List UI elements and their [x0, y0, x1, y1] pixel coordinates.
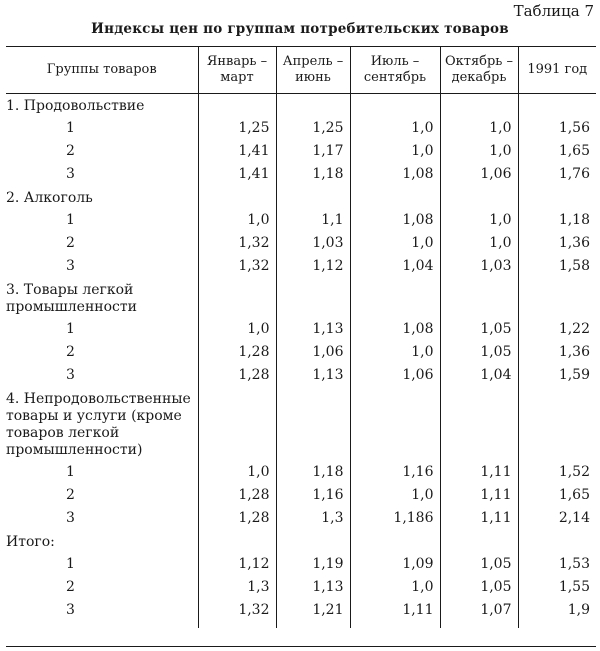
group-row [6, 94, 596, 118]
empty-cell [440, 186, 518, 209]
empty-cell [350, 387, 440, 461]
table-row [6, 209, 596, 232]
header-row [6, 47, 596, 94]
value-cell: 1,17 [276, 140, 350, 163]
value-cell: 2,14 [518, 507, 596, 530]
value-cell: 1,05 [440, 318, 518, 341]
value-cell: 1,41 [198, 140, 276, 163]
value-cell: 1,1 [276, 209, 350, 232]
value-cell: 1,16 [276, 484, 350, 507]
value-cell: 1,25 [276, 117, 350, 140]
value-cell: 1,0 [198, 209, 276, 232]
value-cell: 1,65 [518, 140, 596, 163]
value-cell: 1,59 [518, 364, 596, 387]
empty-cell [440, 94, 518, 118]
group-row [6, 278, 596, 318]
table-row [6, 553, 596, 576]
row-number: 1 [66, 556, 75, 572]
col-header-q4: Октябрь – декабрь [440, 47, 518, 94]
value-cell: 1,65 [518, 484, 596, 507]
value-cell: 1,32 [198, 255, 276, 278]
row-number: 3 [66, 510, 75, 526]
value-cell: 1,19 [276, 553, 350, 576]
row-number: 1 [66, 120, 75, 136]
value-cell: 1,9 [518, 599, 596, 628]
value-cell: 1,186 [350, 507, 440, 530]
table-row [6, 461, 596, 484]
value-cell: 1,32 [198, 599, 276, 628]
table-body [6, 94, 596, 629]
empty-cell [350, 94, 440, 118]
table-row [6, 318, 596, 341]
col-header-groups: Группы товаров [6, 47, 198, 94]
value-cell: 1,28 [198, 341, 276, 364]
value-cell: 1,13 [276, 318, 350, 341]
table-row [6, 576, 596, 599]
value-cell: 1,12 [276, 255, 350, 278]
value-cell: 1,0 [350, 140, 440, 163]
value-cell: 1,0 [440, 209, 518, 232]
table-row [6, 163, 596, 186]
group-name: 2. Алкоголь [6, 190, 93, 206]
value-cell: 1,28 [198, 364, 276, 387]
value-cell: 1,0 [350, 484, 440, 507]
value-cell: 1,18 [518, 209, 596, 232]
group-row [6, 530, 596, 553]
empty-cell [518, 186, 596, 209]
empty-cell [350, 186, 440, 209]
empty-cell [440, 278, 518, 318]
table-title: Индексы цен по группам потребительских товаров [91, 21, 509, 37]
empty-cell [518, 530, 596, 553]
value-cell: 1,76 [518, 163, 596, 186]
value-cell: 1,13 [276, 364, 350, 387]
value-cell: 1,3 [198, 576, 276, 599]
value-cell: 1,0 [350, 576, 440, 599]
empty-cell [276, 94, 350, 118]
value-cell: 1,28 [198, 507, 276, 530]
value-cell: 1,08 [350, 318, 440, 341]
value-cell: 1,03 [440, 255, 518, 278]
value-cell: 1,22 [518, 318, 596, 341]
value-cell: 1,07 [440, 599, 518, 628]
value-cell: 1,56 [518, 117, 596, 140]
value-cell: 1,0 [440, 232, 518, 255]
value-cell: 1,41 [198, 163, 276, 186]
table-row [6, 232, 596, 255]
value-cell: 1,58 [518, 255, 596, 278]
value-cell: 1,52 [518, 461, 596, 484]
table-row [6, 507, 596, 530]
empty-cell [276, 387, 350, 461]
group-name: Итого: [6, 534, 55, 550]
row-number: 3 [66, 258, 75, 274]
empty-cell [198, 387, 276, 461]
col-header-q2: Апрель – июнь [276, 47, 350, 94]
col-header-year: 1991 год [518, 47, 596, 94]
empty-cell [276, 530, 350, 553]
group-row [6, 186, 596, 209]
row-number: 3 [66, 367, 75, 383]
table-row [6, 117, 596, 140]
value-cell: 1,0 [198, 461, 276, 484]
empty-cell [198, 94, 276, 118]
value-cell: 1,36 [518, 232, 596, 255]
empty-cell [198, 278, 276, 318]
value-cell: 1,18 [276, 461, 350, 484]
row-number: 1 [66, 212, 75, 228]
value-cell: 1,05 [440, 553, 518, 576]
table-row [6, 140, 596, 163]
value-cell: 1,0 [198, 318, 276, 341]
empty-cell [198, 186, 276, 209]
group-row [6, 387, 596, 461]
empty-cell [198, 530, 276, 553]
value-cell: 1,06 [276, 341, 350, 364]
row-number: 1 [66, 321, 75, 337]
empty-cell [350, 278, 440, 318]
value-cell: 1,0 [350, 341, 440, 364]
bottom-rule [6, 646, 596, 647]
empty-cell [518, 94, 596, 118]
table-row [6, 364, 596, 387]
row-number: 2 [66, 235, 75, 251]
value-cell: 1,08 [350, 163, 440, 186]
row-number: 2 [66, 344, 75, 360]
empty-cell [276, 186, 350, 209]
value-cell: 1,06 [440, 163, 518, 186]
value-cell: 1,28 [198, 484, 276, 507]
value-cell: 1,04 [440, 364, 518, 387]
value-cell: 1,05 [440, 576, 518, 599]
value-cell: 1,0 [440, 140, 518, 163]
group-name: 3. Товары легкой промышленности [6, 282, 137, 315]
empty-cell [440, 530, 518, 553]
row-number: 2 [66, 487, 75, 503]
row-number: 3 [66, 166, 75, 182]
value-cell: 1,11 [440, 507, 518, 530]
col-header-q3: Июль – сентябрь [350, 47, 440, 94]
value-cell: 1,21 [276, 599, 350, 628]
value-cell: 1,3 [276, 507, 350, 530]
empty-cell [440, 387, 518, 461]
table-row [6, 255, 596, 278]
price-index-table [6, 46, 596, 628]
empty-cell [518, 387, 596, 461]
row-number: 3 [66, 602, 75, 618]
col-header-q1: Январь – март [198, 47, 276, 94]
empty-cell [350, 530, 440, 553]
value-cell: 1,12 [198, 553, 276, 576]
value-cell: 1,25 [198, 117, 276, 140]
group-name: 4. Непродовольственные товары и услуги (кроме товаров легкой промышленности) [6, 391, 191, 458]
value-cell: 1,0 [350, 232, 440, 255]
empty-cell [276, 278, 350, 318]
value-cell: 1,13 [276, 576, 350, 599]
value-cell: 1,06 [350, 364, 440, 387]
value-cell: 1,55 [518, 576, 596, 599]
value-cell: 1,11 [440, 484, 518, 507]
table-row [6, 599, 596, 628]
value-cell: 1,36 [518, 341, 596, 364]
value-cell: 1,0 [350, 117, 440, 140]
value-cell: 1,05 [440, 341, 518, 364]
value-cell: 1,18 [276, 163, 350, 186]
value-cell: 1,32 [198, 232, 276, 255]
value-cell: 1,16 [350, 461, 440, 484]
value-cell: 1,11 [350, 599, 440, 628]
value-cell: 1,11 [440, 461, 518, 484]
table-row [6, 341, 596, 364]
value-cell: 1,03 [276, 232, 350, 255]
table-label: Таблица 7 [513, 2, 594, 20]
value-cell: 1,0 [440, 117, 518, 140]
row-number: 2 [66, 579, 75, 595]
value-cell: 1,09 [350, 553, 440, 576]
row-number: 1 [66, 464, 75, 480]
value-cell: 1,04 [350, 255, 440, 278]
row-number: 2 [66, 143, 75, 159]
group-name: 1. Продовольствие [6, 98, 145, 114]
value-cell: 1,53 [518, 553, 596, 576]
value-cell: 1,08 [350, 209, 440, 232]
table-row [6, 484, 596, 507]
empty-cell [518, 278, 596, 318]
